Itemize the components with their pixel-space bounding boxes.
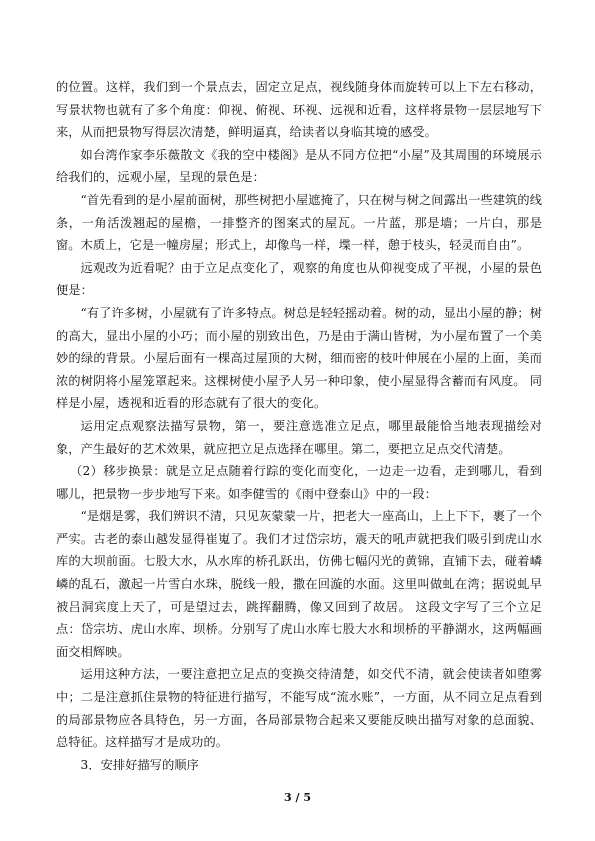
paragraph-method-notes: 运用这种方法，一要注意把立足点的变换交待清楚，如交代不清，就会使读者如堕雾中；二是注意抓住景物的特征进行描写，不能写成“流水账”，一方面，从不同立足点看到的局部景物应各具特色，另一方面，各局部景物合起来又要能反映出描写对象的总面貌、总特征。这样描写才是成功的。 [56, 667, 542, 750]
body-text [56, 76, 542, 776]
quote-near-view: “有了许多树，小屋就有了许多特点。树总是轻轻摇动着。树的动，显出小屋的静；树的高大，显出小屋的小巧；而小屋的别致出色，乃是由于满山皆树，为小屋布置了一个美妙的绿的背景。小屋后面有一棵高过屋顶的大树，细而密的枝叶伸展在小屋的上面，美而浓的树阴将小屋笼罩起来。这棵树使小屋予人另一种印象，使小屋显得含蓄而有风度。 同样是小屋，透视和近看的形态就有了很大的变化。 [56, 305, 542, 411]
page-number: 3 / 5 [284, 791, 311, 804]
paragraph-moving-view: （2）移步换景：就是立足点随着行踪的变化而变化，一边走一边看，走到哪儿，看到哪儿，把景物一步步地写下来。如李健雪的《雨中登泰山》中的一段： [56, 464, 542, 501]
quote-taishan: “是烟是雾，我们辨识不清，只见灰蒙蒙一片，把老大一座高山，上上下下，裹了一个严实。古老的泰山越发显得崔嵬了。我们才过岱宗坊，震天的吼声就把我们吸引到虎山水库的大坝前面。七股大水，从水库的桥孔跃出，仿佛七幅闪光的黄锦，直铺下去，碰着嶙嶙的乱石，激起一片雪白水珠，脱线一般，撒在回漩的水面。这里叫做虬在湾；据说虬早被吕洞宾度上天了，可是望过去，跳挥翻腾，像又回到了故居。 这段文字写了三个立足点：岱宗坊、虎山水库、坝桥。分别写了虎山水库七股大水和坝桥的平静湖水，这两幅画面交相辉映。 [56, 509, 542, 659]
paragraph-near-view-intro: 远观改为近看呢？由于立足点变化了，观察的角度也从仰视变成了平视，小屋的景色便是： [56, 260, 542, 298]
paragraph-fixed-point-method: 运用定点观察法描写景物，第一，要注意选准立足点，哪里最能恰当地表现描绘对象，产生最好的艺术效果，就应把立足点选择在哪里。第二，要把立足点交代清楚。 [56, 418, 542, 456]
section-heading-order: 3．安排好描写的顺序 [80, 757, 199, 772]
paragraph-intro-example: 如台湾作家李乐薇散文《我的空中楼阁》是从不同方位把“小屋”及其周围的环境展示给我们的，远观小屋，呈现的景色是： [56, 147, 542, 185]
paragraph-continuation: 的位置。这样，我们到一个景点去，固定立足点，视线随身体而旋转可以上下左右移动，写景状物也就有了多个角度：仰视、俯视、环视、远视和近看，这样将景物一层层地写下来，从而把景物写得层次清楚，鲜明逼真，给读者以身临其境的感受。 [56, 80, 542, 140]
quote-distant-view: “首先看到的是小屋前面树，那些树把小屋遮掩了，只在树与树之间露出一些建筑的线条，一角活泼翘起的屋檐，一排整齐的图案式的屋瓦。一片蓝，那是墙；一片白，那是窗。木质上，它是一幢房屋；形式上，却像鸟一样，堞一样，憩于枝头，轻灵而自由”。 [56, 192, 542, 253]
